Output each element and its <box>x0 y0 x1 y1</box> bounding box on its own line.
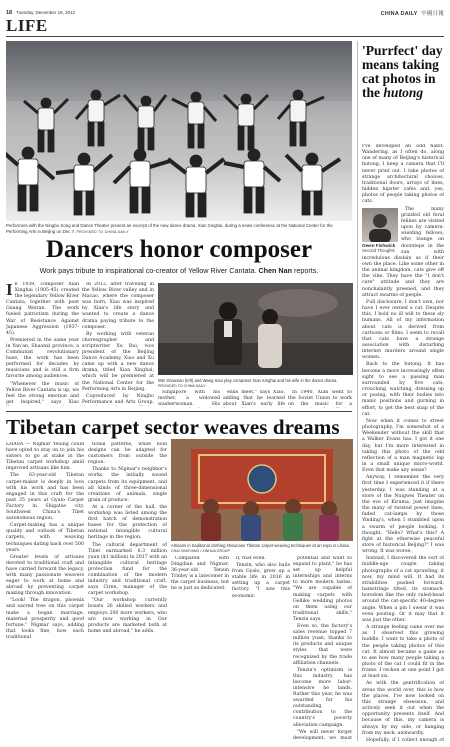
story2-column-3 <box>171 556 229 742</box>
paragraph: A strange feeling came over me as I observed this growing huddle. I want to take a photo of the people taking photos of this cat. It almost became a game as to see how many people taking a photo of the cat I could fit in the frame. I reckon at one point I got at least six. <box>362 625 444 680</box>
caption-text: Wei Shaoxian (left) and Wang Xiao play composer Xian Xinghai and his wife in the dance drama. <box>158 378 338 383</box>
paragraph: As with the gentrification of areas the world over, this is how the places. I've now looked on this strange obsession, and actively seek it out when the opportunity presents itself. And because of this, my camera is always by my side, or hanging from my neck, awkwardly. <box>362 681 444 736</box>
paragraph: In 2012, after traveling in the Yellow River valley and in Macao, where the composer was born, Xiao was inspired by Xian's life story and wanted to create a dance drama paying tribute to the composer. <box>82 282 154 330</box>
issue-date: Tuesday, December 18, 2012 <box>16 10 76 15</box>
story2-column-2 <box>88 442 167 742</box>
section-title: LIFE <box>6 16 48 35</box>
paragraph: I've developed an odd habit. Wandering, as I often do, along one of many of Beijing's historical hutong, I keep a camera that I'll never print out. I take photos of strange architectural choices, traditional doors, arrays of lines, hidden hipster cafés and, yes, photos of people taking photos of cats. <box>362 144 444 205</box>
dancers-illustration <box>6 41 352 221</box>
story-column-3 <box>158 390 220 408</box>
photo-credit: PROVIDED TO CHINA DAILY <box>76 229 129 234</box>
sidebar-divider <box>357 41 358 741</box>
paragraph: tional patterns, while bold designs can be adapted for customers from outside the region. <box>88 442 167 466</box>
story2-column-1 <box>6 442 84 742</box>
sidebar-headline <box>362 44 444 100</box>
paragraph: n 1939, composer Xian Xinghai (1905-45) created the legendary Yellow River Cantata, together with poet Guang Weiran. The work fueled patriotism during the War of Resistance Against Japanese Aggression (1937-45). <box>6 282 79 336</box>
paragraph: "We will never forget development, we must <box>293 729 352 741</box>
top-rule <box>6 36 444 37</box>
headline: Dancers honor composer <box>45 236 313 263</box>
sidebar-headline-italic: hutong <box>383 85 424 100</box>
portrait-icon <box>362 208 398 242</box>
byline-suffix: reports. <box>291 266 319 275</box>
story-column-2 <box>82 282 154 406</box>
paragraph: Back to the hutong. It has become a more increasingly often sight to see a passing man surrounded by five cats, crouching, watching, dressing up or posing, with their bodies into manic positions and gurning in effort, to get the best snap of the cat. <box>362 362 444 417</box>
paragraph: Now when it comes to street photography, I'm somewhat of a Weekender without the skill that a Walker Evans has. I got it one day, but I'm more interested in taking this photo of the odd reflection of a man magnetic lap in a small unique micro-world. Even that make any sense? <box>362 418 444 474</box>
paragraph: Coproduced by Ningbo Performance and Arts Group, <box>82 393 154 405</box>
carpet-weaving-illustration <box>171 439 353 541</box>
paragraph: LHASA — Nigmar Yeuing could have opted to stay on to join his sisters to go at stake in the Tibetan carpet workshop amid improved artisans like him. <box>6 442 84 472</box>
sidebar-column <box>362 144 444 742</box>
brand-name: CHINA DAILY <box>380 11 418 17</box>
paragraph: Singapore with his mother, a widowed washerwoman. His <box>158 390 220 408</box>
carpet-photo-caption <box>171 543 353 554</box>
page-header <box>6 6 444 18</box>
story-column-4 <box>223 390 285 408</box>
dance-photo <box>6 41 352 221</box>
paragraph: Greater levels of artisans devoted to traditional craft and have carried forward the legacy, with many passionate weavers eager to work at home and abroad by preventing carpet making through innovation. <box>6 554 84 597</box>
paragraph: "Whenever the music of Yellow River Cantata is up, we feel the strong emotion and get inspired," says Xiao <box>6 381 79 405</box>
paragraph: Even so, the factory's sales revenue topped 7 million yuan, thanks to its products and unique styles that were recognized by the trade affiliation channels. <box>293 624 352 666</box>
paragraph: By working with veteran choreographer and scriptwriter Xu Rui, vice president of the Beijing Dance Academy, Xiao and Xu came up with a new dance drama, titled Xian Xinghai, which will be premiered at the National Center for the Performing Arts in Beijing. <box>82 331 154 392</box>
story2-column-4 <box>232 556 290 742</box>
photo-credit: PROVIDED TO CHINA DAILY <box>158 384 206 389</box>
section-divider <box>6 411 352 412</box>
paragraph: ends meet," says Xiao, adding that he learned about Xian's early life <box>223 390 285 408</box>
columnist-byline <box>362 208 398 253</box>
paragraph: In 1940, Xian went to the Soviet Union to work on the music for a <box>288 390 352 408</box>
story-column-5 <box>288 390 352 408</box>
caption-text: Artisans in traditional clothing showcase Tibetan carpet-weaving techniques at an expo in Lhasa. <box>171 543 351 548</box>
caption-text: Performers with the Ningbo Song and Dance Theater present an excerpt of the new dance drama, Xian Xinghai, during a news conference at the National Center for the Performing Arts in Beijing on Dec 7. <box>6 223 333 234</box>
paragraph: Premiered in the same year in Yan'an, Shaanxi province, a Communist revolutionary base, the work has been performed for decades by musicians and is still a firm favorite among audiences. <box>6 337 79 380</box>
second-headline: Tibetan carpet sector weaves dreams <box>6 415 340 439</box>
byline-author: Chen Nan <box>258 266 292 275</box>
paragraph: "Our workshop currently boasts 26 skilled workers and employs 200 more workers, who are now working in Our products are marketed both at home and abroad," he adds. <box>88 598 167 634</box>
masthead-brand <box>381 9 444 17</box>
composer-photo <box>158 283 353 375</box>
paragraph: Tenzin's optimism is this industry has become more labor-intensive he lands. Rather this year, he was awarded for his outstanding contribution to the country's poverty alleviation campaign. <box>293 667 352 728</box>
drop-cap: I <box>6 282 13 299</box>
paragraph: Anyway, I remember the very first time I experienced it if there yesterday. I was standing at a store of the Nuigwei Theater on the eve of Kiruma, just imagine the many of twisted power lines, faded cat-lamps by those Yinding's, when I stumbled upon a swarm of people looking. I thought, "Hello? What's this? A fight at the otherwise peaceful store of historical Beijing?" I was wrong. It was worse. <box>362 475 444 555</box>
paragraph: The many grizzled old feral felines are visited upon by camera-wielding fellows, who lounge on doorsteps in the sun with incredulous disdain as if their own the place. Like some other in the animal kingdom, cats give off the vibe. They have the "I don't care" attitude and they are nonchalantly preened, and they attract swarms of people. <box>362 206 444 298</box>
photo-credit: CHAI XINGYANG / XINHUA GROUP <box>171 549 230 554</box>
paragraph: "Look! The dragon, phoenix and sacred tree on this carpet make a bogan marriage, maternal prosperity and good fortune," Nigmar says, adding that looks fine, how each traditional <box>6 598 84 640</box>
paragraph: Carpet-making has a unique quality and outlook of Tibetan carpets, with weaving techniques dating back over 500 years. <box>6 523 84 553</box>
paragraph: Compared with Dingdian and Nigmar, 36-year-old Tenzin Trinley is a latecomer in the carpet business, but he is just as dedicated. <box>171 556 229 592</box>
columnist-name: Owen Fishwick <box>362 242 396 248</box>
paragraph: Tenzin, who also hails from Gyalo, grew up a stable life in 2016 in setting up a carpet factory. "I saw this economic <box>232 563 290 599</box>
couple-illustration <box>158 283 353 375</box>
deck-text: Work pays tribute to inspirational co-creator of Yellow River Cantata. <box>39 266 257 275</box>
paragraph: Full disclosure, I don't own, nor have I ever owned a cat. Despite this, I hold no ill will to these sly humans. All of my information about cats is derived from cartoons or films. I seem to recall that cats have a strange association with disturbing internet murders around single women. <box>362 299 444 361</box>
composer-photo-caption <box>158 378 353 389</box>
photo-caption <box>6 223 352 235</box>
paragraph: Thanks to Nigmar's neighbor's works, the initially wooed carpets from its equipment, and all kinds of three-dimensional creations of animals, single grain of produce. <box>88 467 167 503</box>
brand-name-cn: 中國日報 <box>421 11 444 17</box>
paragraph: The cultural department of Tibet earmarked 6.3 million yuan ($1 million) in 2017 with an intangible cultural heritage protection fund for the combination of the modern industry and traditional craft, says Ciren, manager of the carpet workshop. <box>88 542 167 597</box>
sidebar-headline-text: 'Purrfect' day means taking cat photos in the <box>362 43 443 100</box>
page-number: 18 <box>6 10 13 16</box>
paragraph: potential and want to expand to plant," he has set up helpful internships and interns to more modern tastes. "We are capable of making carpets with Gellike wedding photos on them using our traditional skills," Tenzin says. <box>293 556 352 622</box>
paragraph: At a corner of the hall, the workshop was listed among the first batch of demonstration bases for the protection of national intangible cultural heritage in the region. <box>88 504 167 541</box>
paragraph: Instead, I discovered the sort of middle-age couple taking photographs of a cat sprawling, it now, my mind will. It had its strabilities pushed forward, hamstrings tilted, its stomach-boredom like the only ruled-head around the cat-specific 40-degree angle. When a pin I swear it was even pouting. Or it may that it was just the other. <box>362 556 444 623</box>
paragraph: if, that even. <box>236 556 266 561</box>
story-column-1 <box>6 282 79 406</box>
column-name: Second Thoughts <box>362 247 395 253</box>
carpet-photo <box>171 439 353 541</box>
story2-column-5 <box>293 556 352 742</box>
columnist-avatar <box>362 208 398 242</box>
deck <box>6 266 352 275</box>
paragraph: The 63-year-old Tibetan carpet-maker is deeply in love with his work and has been engaged in this craft for the past 35 years at Gyalo Carpet Factory in Shigatse city, Southwest China's Tibet autonomous region. <box>6 473 84 522</box>
paragraph: Hopefully, if I collect enough of <box>366 737 444 742</box>
